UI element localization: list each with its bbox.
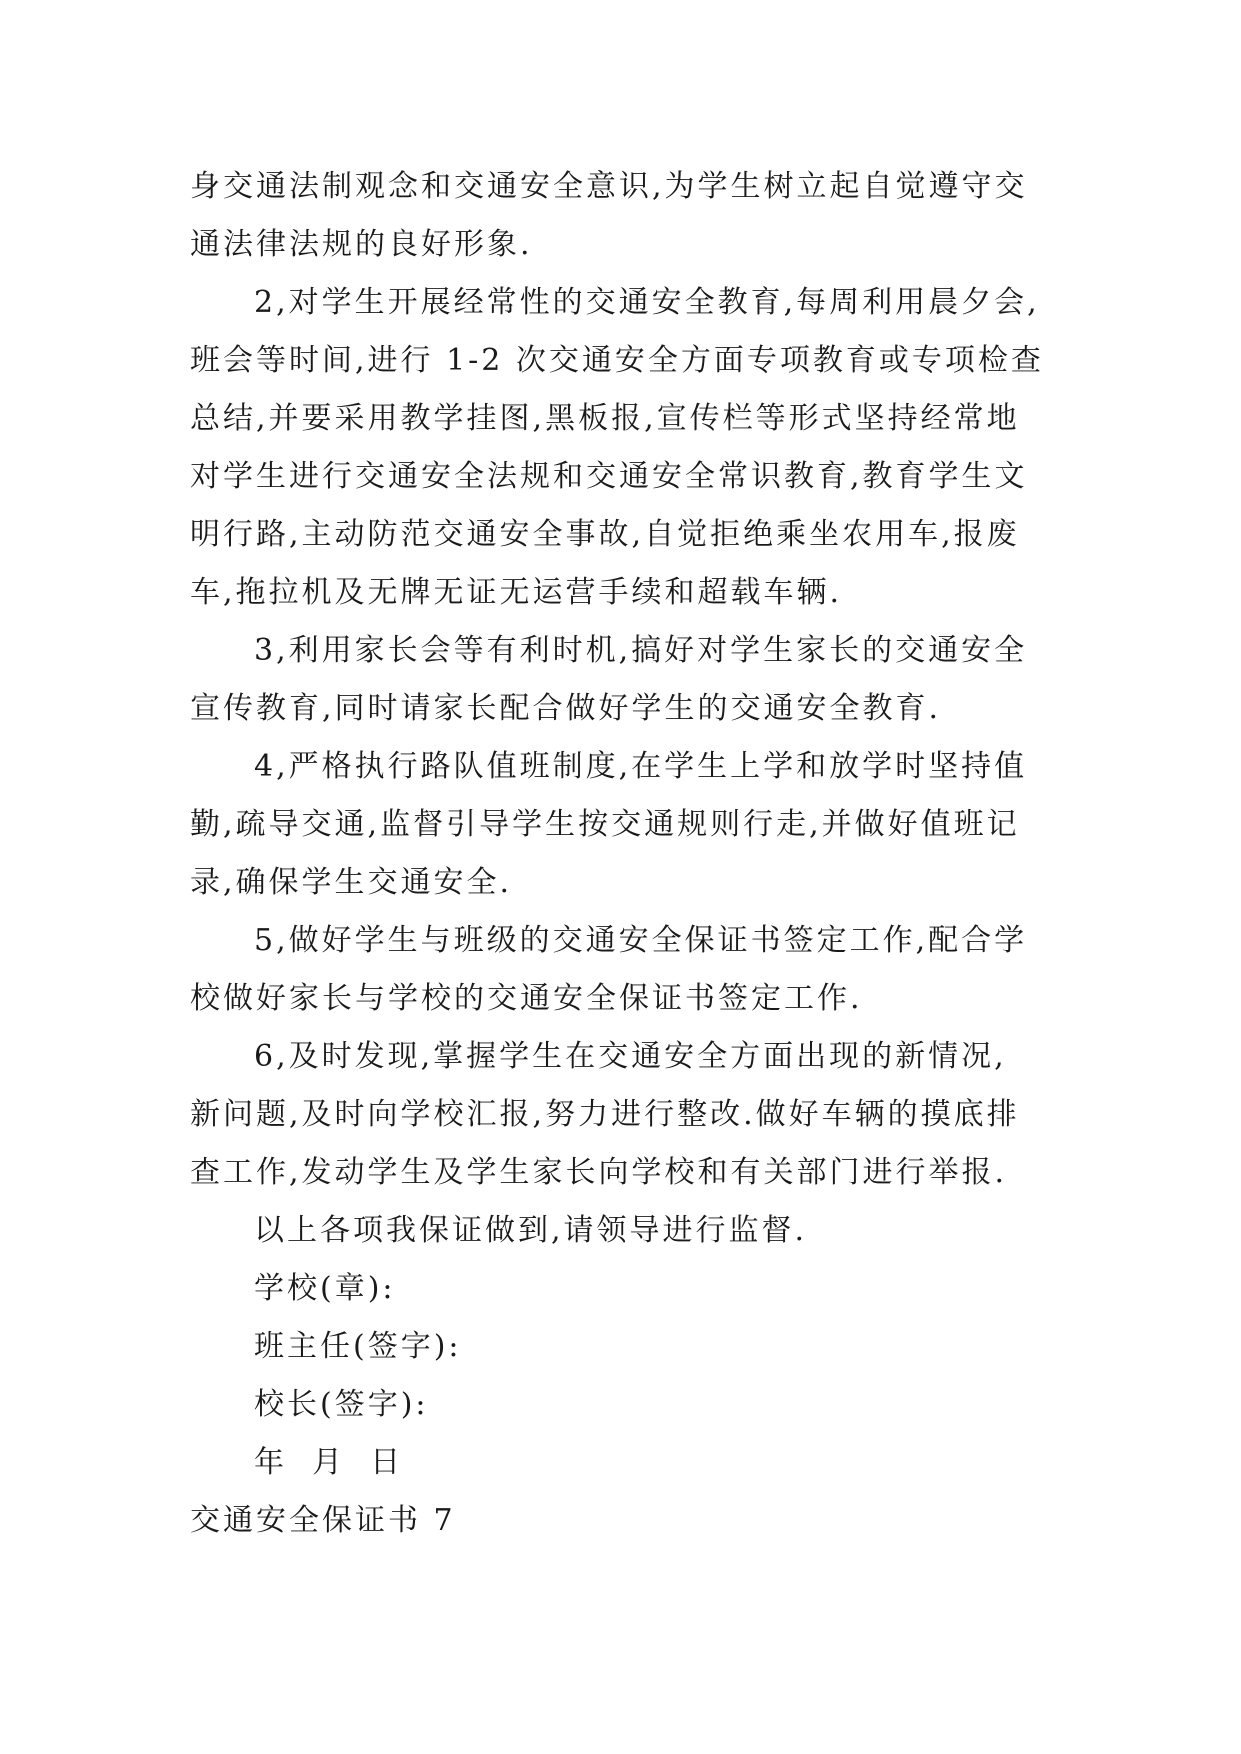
head-teacher-signature-label: 班主任(签字):: [254, 1329, 462, 1364]
paragraph-line: 车,拖拉机及无牌无证无运营手续和超载车辆.: [190, 575, 843, 610]
paragraph-line: 4,严格执行路队值班制度,在学生上学和放学时坚持值: [254, 749, 1028, 784]
school-seal-label: 学校(章):: [254, 1271, 396, 1306]
paragraph-line: 2,对学生开展经常性的交通安全教育,每周利用晨夕会,: [254, 285, 1040, 320]
paragraph-line: 通法律法规的良好形象.: [190, 227, 533, 262]
paragraph-line: 录,确保学生交通安全.: [190, 865, 513, 900]
paragraph-line: 勤,疏导交通,监督引导学生按交通规则行走,并做好值班记: [190, 807, 1020, 842]
date-label: 年 月 日: [254, 1445, 404, 1480]
paragraph-line: 新问题,及时向学校汇报,努力进行整改.做好车辆的摸底排: [190, 1097, 1020, 1132]
paragraph-line: 6,及时发现,掌握学生在交通安全方面出现的新情况,: [254, 1039, 1007, 1074]
paragraph-line: 明行路,主动防范交通安全事故,自觉拒绝乘坐农用车,报废: [190, 517, 1020, 552]
paragraph-line: 查工作,发动学生及学生家长向学校和有关部门进行举报.: [190, 1155, 1008, 1190]
paragraph-line: 总结,并要采用教学挂图,黑板报,宣传栏等形式坚持经常地: [190, 401, 1020, 436]
paragraph-line: 5,做好学生与班级的交通安全保证书签定工作,配合学: [254, 923, 1028, 958]
paragraph-line: 3,利用家长会等有利时机,搞好对学生家长的交通安全: [254, 633, 1028, 668]
paragraph-line: 校做好家长与学校的交通安全保证书签定工作.: [190, 981, 863, 1016]
document-page: [190, 158, 1060, 1550]
closing-statement: 以上各项我保证做到,请领导进行监督.: [254, 1213, 808, 1248]
paragraph-line: 身交通法制观念和交通安全意识,为学生树立起自觉遵守交: [190, 169, 1028, 204]
paragraph-line: 班会等时间,进行 1-2 次交通安全方面专项教育或专项检查: [190, 343, 1044, 378]
principal-signature-label: 校长(签字):: [254, 1387, 429, 1422]
paragraph-line: 宣传教育,同时请家长配合做好学生的交通安全教育.: [190, 691, 942, 726]
paragraph-line: 对学生进行交通安全法规和交通安全常识教育,教育学生文: [190, 459, 1028, 494]
section-heading: 交通安全保证书 7: [190, 1503, 456, 1538]
